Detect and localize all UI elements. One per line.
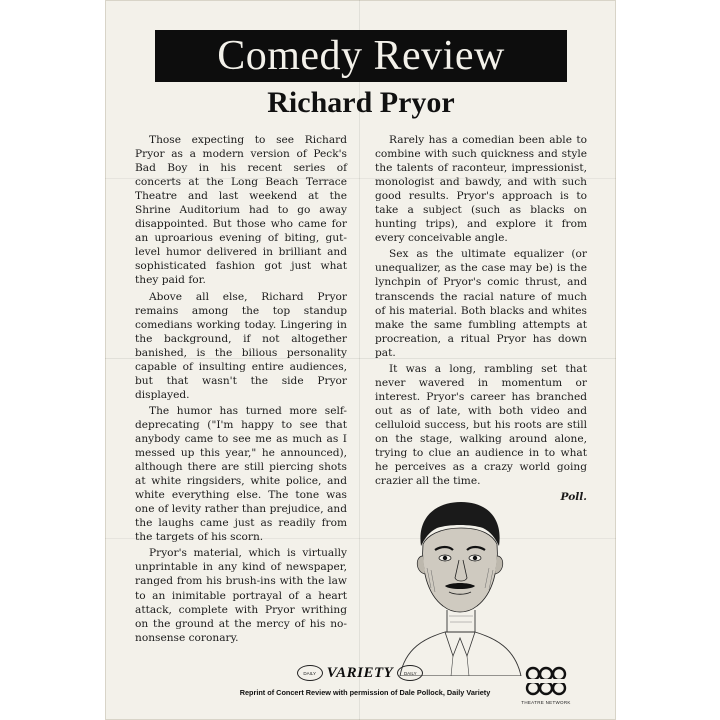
reprint-credit: Reprint of Concert Review with permission of Dale Pollock, Daily Variety	[239, 688, 491, 697]
poster	[105, 0, 616, 720]
paragraph: The humor has turned more self-deprecating ("I'm happy to see that anybody came to see me as much as I messed up this year," he announced), although there are still piercing shots at white ringsiders, white police, and white everything else. The tone was one of levity rather than prejudice, and the laughs came just as readily from the targets of his scorn.	[135, 404, 347, 544]
daily-badge-right: DAILY	[397, 665, 423, 681]
paragraph: It was a long, rambling set that never wavered in momentum or interest. Pryor's career has branched out as of late, with both video and celluloid success, but his roots are still on the stage, walking around alone, trying to clue an audience in to what he perceives as a crazy world going crazier all the time.	[375, 362, 587, 488]
paragraph: Above all else, Richard Pryor remains among the top standup comedians working today. Lingering in the background, if not altogether banished, is the bilious personality capable of insulting entire audiences, but that wasn't the side Pryor displayed.	[135, 290, 347, 401]
paragraph: Pryor's material, which is virtually unprintable in any kind of newspaper, ranged from his brush-ins with the law to an inimitable portrayal of a heart attack, complete with Pryor writhing on the ground at the mercy of his no-nonsense coronary.	[135, 547, 347, 644]
page-title: Comedy Review	[217, 33, 505, 79]
article-column-left	[135, 133, 347, 647]
article-column-right	[375, 133, 587, 504]
portrait-illustration	[395, 498, 525, 676]
network-label: THEATRE NETWORK	[521, 700, 571, 705]
network-logo-icon	[525, 664, 567, 698]
performer-name: Richard Pryor	[267, 86, 455, 119]
publication-name: VARIETY	[326, 664, 394, 681]
variety-logo	[290, 662, 430, 684]
author-signature: Poll.	[560, 491, 587, 504]
paragraph: Those expecting to see Richard Pryor as a modern version of Peck's Bad Boy in his recent series of concerts at the Long Beach Terrace Theatre and last weekend at the Shrine Auditorium had to go away disappointed. But those who came for an uproarious evening of biting, gut-level humor delivered in brilliant and sophisticated fashion got just what they paid for.	[135, 134, 347, 287]
paragraph: Rarely has a comedian been able to combine with such quickness and style the talents of raconteur, impressionist, monologist and bawdy, and with such good results. Pryor's approach is to take a subject (such as blacks on hunting trips), and explore it from every conceivable angle.	[375, 134, 587, 245]
daily-badge-left: DAILY	[297, 665, 323, 681]
paragraph: Sex as the ultimate equalizer (or unequalizer, as the case may be) is the lynchpin of Pryor's comic thrust, and transcends the racial nature of much of his material. Both blacks and whites make the same fumbling attempts at procreation, a ritual Pryor has down pat.	[375, 248, 587, 359]
title-banner	[155, 30, 567, 82]
